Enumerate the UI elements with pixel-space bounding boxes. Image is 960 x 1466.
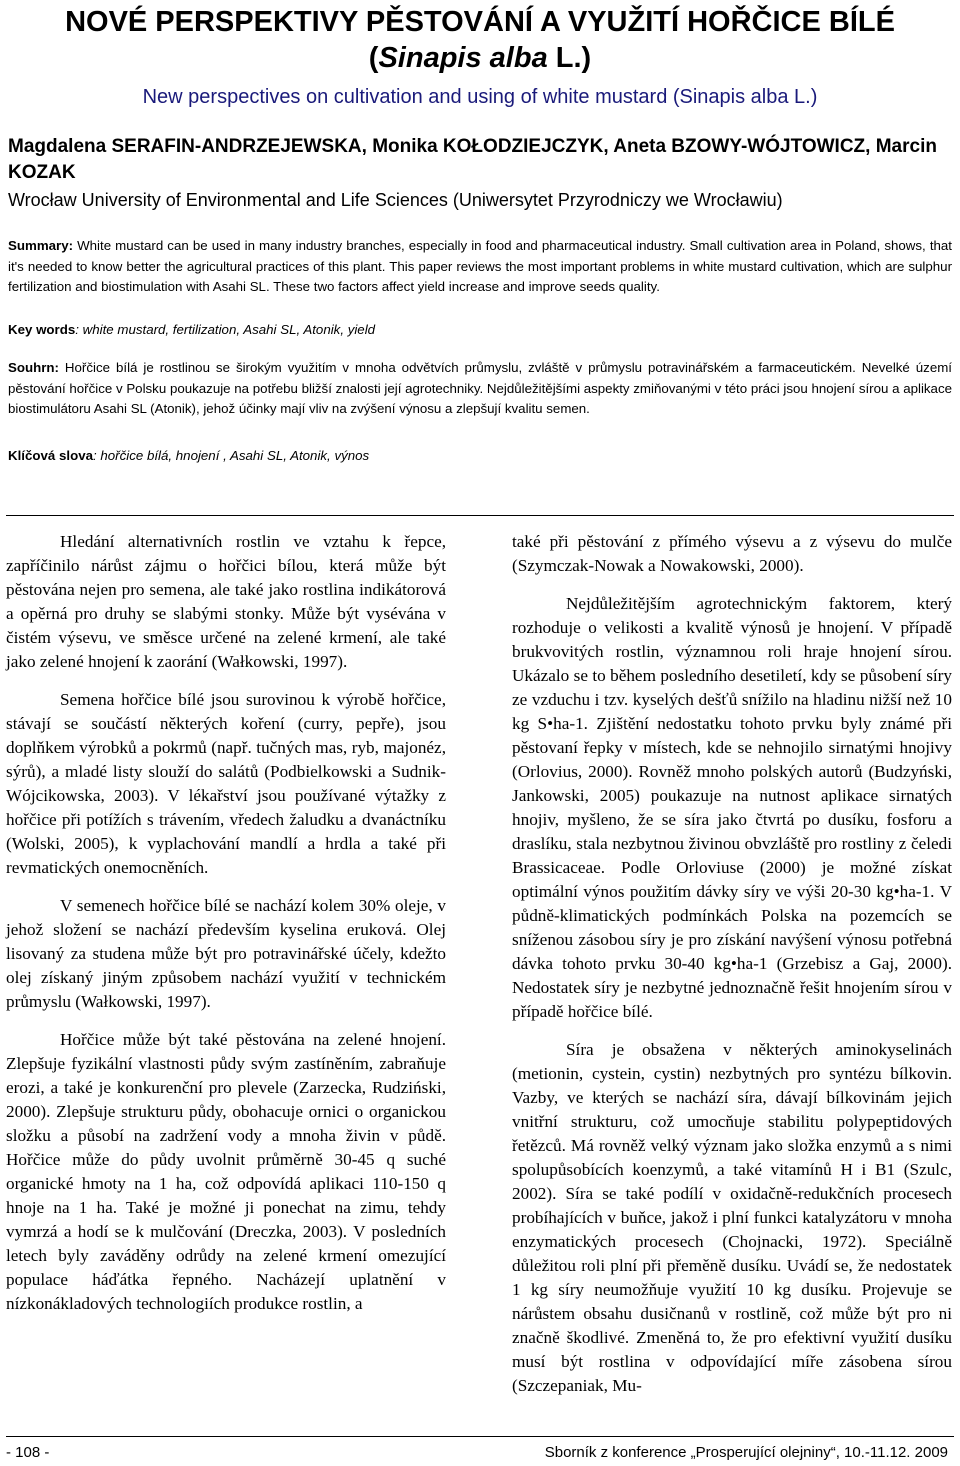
body-paragraph: Nejdůležitějším agrotechnickým faktorem, který rozhoduje o velikosti a kvalitě výnosů je hnojení. V případě brukvovitých rostlin, významnou roli hraje hnojení sírou. Ukázalo se to během posledního desetiletí, kdy se působení síry ze vzduchu i tzv. kyselých dešťů snížilo na hladinu nižší než 10 kg S•ha-1. Zjištění nedostatku tohoto prvku byly známé při pěstovaní řepky v místech, kde se nehnojilo sirnatými hnojivy (Orlovius, 2000). Rovněž mnoho polských autorů (Budzyński, Jankowski, 2005) poukazuje na nutnost aplikace sirnatých hnojiv, myšleno, že se síra jako čtvrtá po dusíku, fosforu a draslíku, stala nezbytnou živinou obvzláště pro rostliny z čeledi Brassicaceae. Podle Orloviuse (2000) je možné získat optimální výnos použitím dávky síry ve výši 20-30 kg•ha-1. V půdně-klimatických podmínkách Polska na pozemcích se sníženou zásobou síry je pro získání navýšení výnosu potřebná dávka tohoto prvku 30-40 kg•ha-1 (Grzebisz a Gaj, 2000). Nedostatek síry je nezbytné jednoznačně řešit hnojením sírou v případě hořčice bílé.: [512, 594, 952, 1021]
section-divider: [6, 515, 954, 516]
klicova-slova-paragraph: [8, 446, 952, 467]
affiliation: Wrocław University of Environmental and Life Sciences (Uniwersytet Przyrodniczy we Wrocławiu): [8, 190, 783, 210]
page-number: - 108 -: [6, 1444, 50, 1461]
keywords-label: Key words: [8, 322, 76, 337]
body-paragraph: V semenech hořčice bílé se nachází kolem 30% oleje, v jehož složení se nachází především kyselina eruková. Olej lisovaný za studena může být pro potravinářské účely, kdežto olej získaný jiným způsobem nachází využití v technickém průmyslu (Wałkowski, 1997).: [6, 896, 446, 1011]
body-paragraph: Síra je obsažena v některých aminokyselinách (metionin, cystein, cystin) nezbytných pro syntézu bílkovin. Vazby, ve kterých se nachází síra, dávají bílkovinám jejich vnitřní strukturu, což umocňuje stabilitu polypeptidových řetězců. Má rovněž velký význam jako složka enzymů a s nimi spolupůsobících koenzymů, a také vitamínů H i B1 (Szulc, 2002). Síra se také podílí v oxidačně-redukčních procesech probíhajících v buňce, jakož i plní funkci katalyzátoru v mnoha enzymatických procesech (Chojnacki, 1972). Speciálně důležitou roli plní při přeměně dusíku. Uvádí se, že nedostatek 1 kg síry neumožňuje využití 10 kg dusíku. Projevuje se nárůstem obsahu dusičnanů v rostlině, což může být pro ni značně škodlivé. Zmeněná to, že pro efektivní využití dusíku musí být rostlina v odpovídající míře zásobena sírou (Szczepaniak, Mu-: [512, 1040, 952, 1395]
footer-divider: [6, 1436, 954, 1437]
summary-paragraph: [8, 236, 952, 298]
title-line2: (Sinapis alba L.): [368, 42, 592, 74]
species-name: Sinapis alba: [378, 42, 548, 74]
body-paragraph: také při pěstování z přímého výsevu a z výsevu do mulče (Szymczak-Nowak a Nowakowski, 2000).: [512, 532, 952, 575]
keywords-text: : white mustard, fertilization, Asahi SL, Atonik, yield: [75, 322, 376, 337]
souhrn-label: Souhrn:: [8, 360, 59, 375]
summary-text: White mustard can be used in many industry branches, especially in food and pharmaceutical industry. Small cultivation area in Poland, shows, that it's needed to know better the agricultural practices of this plant. This paper reviews the most important problems in white mustard cultivation, which are sulphur fertilization and biostimulation with Asahi SL. These two factors affect yield increase and improve seeds quality.: [8, 238, 952, 294]
body-paragraph: Hořčice může být také pěstována na zelené hnojení. Zlepšuje fyzikální vlastnosti půdy svým zastíněním, zabraňuje erozi, a také je konkurenční pro plevele (Zarzecka, Rudziński, 2000). Zlepšuje strukturu půdy, obohacuje ornici o organickou složku a působí na zadržení vody a mnoha živin v půdě. Hořčice může do půdy uvolnit průměrně 30-45 q suché organické hmoty na 1 ha, což odpovídá aplikaci 110-150 q hnoje na 1 ha. Také je možné ji ponechat na zimu, tehdy vymrzá a hodí se k mulčování (Dreczka, 2003). V posledních letech byly zaváděny odrůdy na zelené krmení omezující populace háďátka řepného. Nacházejí uplatnění v nízkonákladových technologiích produkce rostlin, a: [6, 1030, 446, 1313]
keywords-paragraph: [8, 320, 952, 341]
paper-title: [0, 4, 960, 76]
souhrn-text: Hořčice bílá je rostlinou se širokým využitím v mnoha odvětvích průmyslu, zvláště v průmyslu potravinářském a farmaceutickém. Nevelké území pěstování hořčice v Polsku poukazuje na potřebu bližší znalosti její agrotechniky. Nejdůležitějšími aspekty zmiňovanými v této práci jsou hnojení sírou a aplikace biostimulátoru Asahi SL (Atonik), jehož účinky mají vliv na zvýšení výnosu a zlepšují kvalitu semen.: [8, 360, 952, 416]
souhrn-paragraph: [8, 358, 952, 420]
summary-label: Summary:: [8, 238, 74, 253]
body-paragraph: Hledání alternativních rostlin ve vztahu k řepce, zapříčinilo nárůst zájmu o hořčici bílou, která může být pěstována nejen pro semena, ale také jako rostlina indikátorová a opěrná pro druhy se slabými stonky. Může být vysévána v čistém výsevu, ve směsce určené na zelené krmení, ale také jako zelené hnojení k zaorání (Wałkowski, 1997).: [6, 532, 446, 671]
body-column-left: [6, 530, 446, 1330]
paper-subtitle: New perspectives on cultivation and using of white mustard (Sinapis alba L.): [142, 86, 818, 108]
body-paragraph: Semena hořčice bílé jsou surovinou k výrobě hořčice, stávají se součástí některých koření (curry, pepře), jsou doplňkem výrobků a pokrmů (např. tučných mas, ryb, majonéz, sýrů), a mladé listy slouží do salátů (Podbielkowski a Sudnik-Wójcikowska, 2003). V lékařství jsou používané výtažky z hořčice při potížích s trávením, vředech žaludku a dvanáctníku (Wolski, 2005), k vyplachování mandlí a hrdla a také při revmatických onemocněních.: [6, 690, 446, 877]
body-column-right: [512, 530, 952, 1412]
title-line1: NOVÉ PERSPEKTIVY PĚSTOVÁNÍ A VYUŽITÍ HOŘČICE BÍLÉ: [65, 6, 895, 38]
klicova-slova-label: Klíčová slova: [8, 448, 93, 463]
klicova-slova-text: : hořčice bílá, hnojení , Asahi SL, Atonik, výnos: [93, 448, 370, 463]
authors: Magdalena SERAFIN-ANDRZEJEWSKA, Monika KOŁODZIEJCZYK, Aneta BZOWY-WÓJTOWICZ, Marcin KOZAK: [8, 136, 937, 183]
conference-name: Sborník z konference „Prosperující olejniny“, 10.-11.12. 2009: [544, 1444, 948, 1461]
